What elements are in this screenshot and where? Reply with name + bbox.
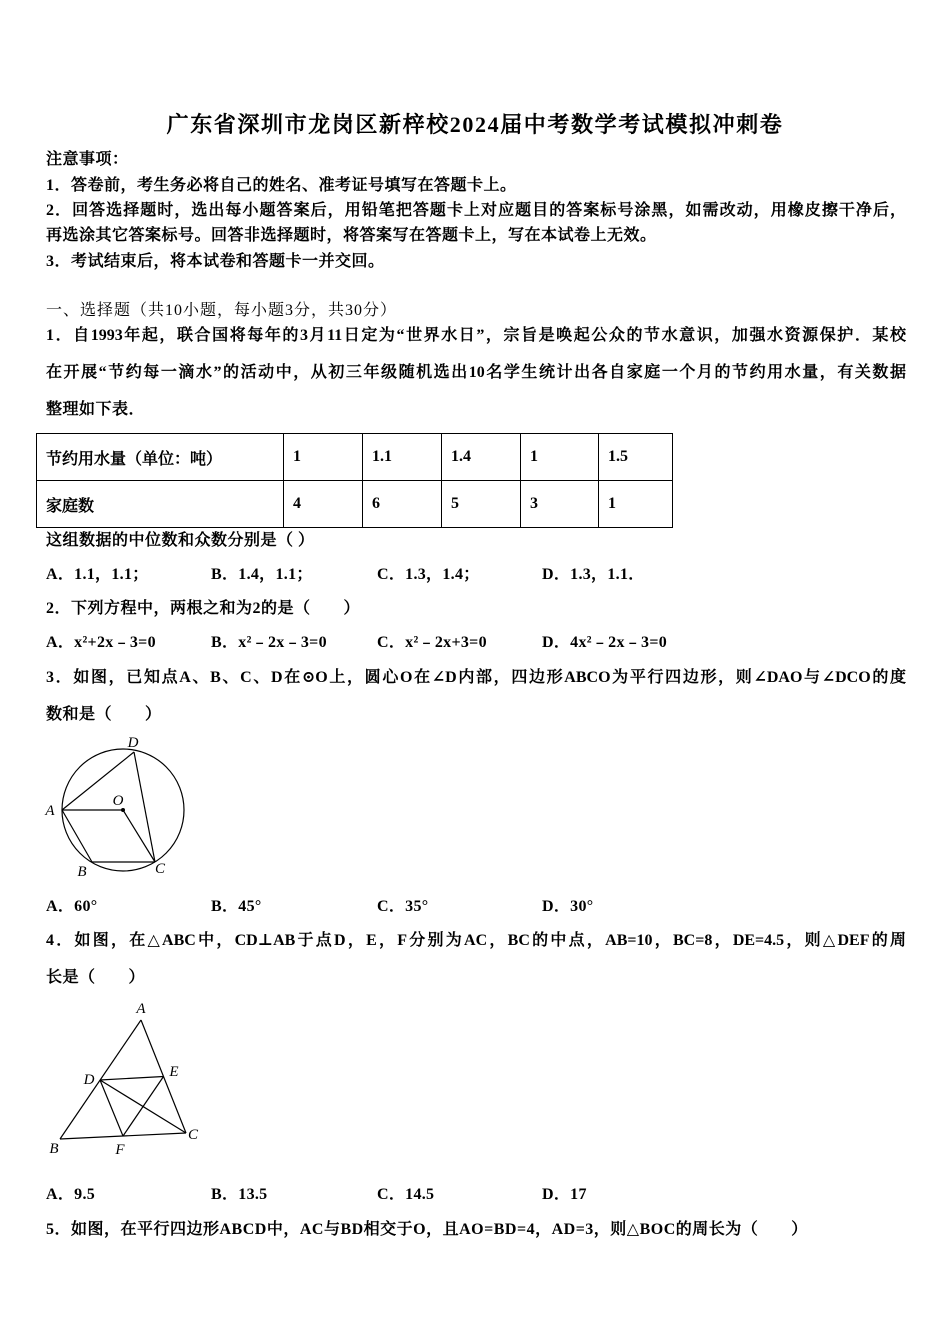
segment-ab [62,810,92,862]
label-a: A [136,1001,146,1017]
segment-de [100,1077,164,1081]
q4-option-a: A．9.5 [46,1186,96,1203]
q1-option-c: C．1.3，1.4； [377,566,480,583]
label-a: A [45,803,55,819]
note-line-1: 1．答卷前，考生务必将自己的姓名、准考证号填写在答题卡上。 [46,177,517,194]
q4-text-line-2: 长是（ ） [46,969,146,986]
table-row-households [37,481,673,528]
q3-option-a: A．60° [46,898,98,915]
table-cell: 6 [363,481,442,528]
q2-option-a: A．x²+2x﹣3=0 [46,634,156,651]
label-d: D [127,735,139,751]
q3-option-d: D．30° [542,898,594,915]
segment-df [100,1080,123,1136]
segment-dc [100,1080,186,1133]
table-row-header: 节约用水量（单位：吨） [37,434,284,481]
label-c: C [154,861,166,877]
table-cell: 1 [599,481,673,528]
q4-option-c: C．14.5 [377,1186,435,1203]
table-cell: 5 [442,481,521,528]
table-cell: 1.1 [363,434,442,481]
q2-options [46,632,906,654]
table-row-header: 家庭数 [37,481,284,528]
table-cell: 1 [284,434,363,481]
q4-option-d: D．17 [542,1186,587,1203]
q1-data-table [36,433,673,528]
q1-option-d: D．1.3，1.1． [542,566,645,583]
q1-options [46,564,906,586]
q4-options [46,1184,906,1206]
q3-circle-figure [40,730,190,885]
table-cell: 1.4 [442,434,521,481]
exam-title: 广东省深圳市龙岗区新梓校2024届中考数学考试模拟冲刺卷 [166,112,784,137]
table-cell: 4 [284,481,363,528]
q3-text-line-1: 3．如图，已知点A、B、C、D在⊙O上，圆心O在∠D内部，四边形ABCO为平行四边形，则∠DAO与∠DCO的度 [46,669,906,686]
label-d: D [83,1072,95,1088]
section-heading: 一、选择题（共10小题，每小题3分，共30分） [46,302,398,319]
q2-text: 2．下列方程中，两根之和为2的是（ ） [46,600,361,617]
notes-heading: 注意事项： [46,151,129,168]
q3-options [46,896,906,918]
table-cell: 1 [521,434,599,481]
label-e: E [169,1064,179,1080]
q1-text-line-2: 在开展“节约每一滴水”的活动中，从初三年级随机选出10名学生统计出各自家庭一个月的节约用水量，有关数据 [46,364,906,381]
q1-stem: 这组数据的中位数和众数分别是（ ） [46,532,315,549]
label-c: C [187,1127,199,1143]
table-cell: 1.5 [599,434,673,481]
note-line-2: 2．回答选择题时，选出每小题答案后，用铅笔把答题卡上对应题目的答案标号涂黑，如需改动，用橡皮擦干净后， [46,202,906,219]
q2-option-b: B．x²﹣2x﹣3=0 [211,634,327,651]
table-row-water-saved [37,434,673,481]
q1-text-line-3: 整理如下表． [46,401,146,418]
q2-option-d: D．4x²﹣2x﹣3=0 [542,634,668,651]
note-line-3: 3．考试结束后，将本试卷和答题卡一并交回。 [46,253,385,270]
q4-triangle-figure [45,998,205,1163]
q5-text: 5．如图，在平行四边形ABCD中，AC与BD相交于O，且AO=BD=4，AD=3，则△BOC的周长为（ ） [46,1221,808,1238]
note-line-2-continued: 再选涂其它答案标号。回答非选择题时，将答案写在答题卡上，写在本试卷上无效。 [46,227,657,244]
q2-option-c: C．x²﹣2x+3=0 [377,634,487,651]
label-b: B [77,864,87,880]
q1-option-b: B．1.4，1.1； [211,566,313,583]
q3-text-line-2: 数和是（ ） [46,706,162,723]
table-cell: 3 [521,481,599,528]
q4-option-b: B．13.5 [211,1186,268,1203]
label-o: O [112,793,124,809]
label-b: B [49,1141,59,1157]
q4-text-line-1: 4．如图，在△ABC中，CD⊥AB于点D，E，F分别为AC，BC的中点，AB=10，BC=8，DE=4.5，则△DEF的周 [46,932,906,949]
q1-option-a: A．1.1，1.1； [46,566,149,583]
q3-option-b: B．45° [211,898,262,915]
q3-option-c: C．35° [377,898,429,915]
label-f: F [115,1142,125,1158]
q1-text-line-1: 1．自1993年起，联合国将每年的3月11日定为“世界水日”，宗旨是唤起公众的节水意识，加强水资源保护．某校 [46,327,906,344]
